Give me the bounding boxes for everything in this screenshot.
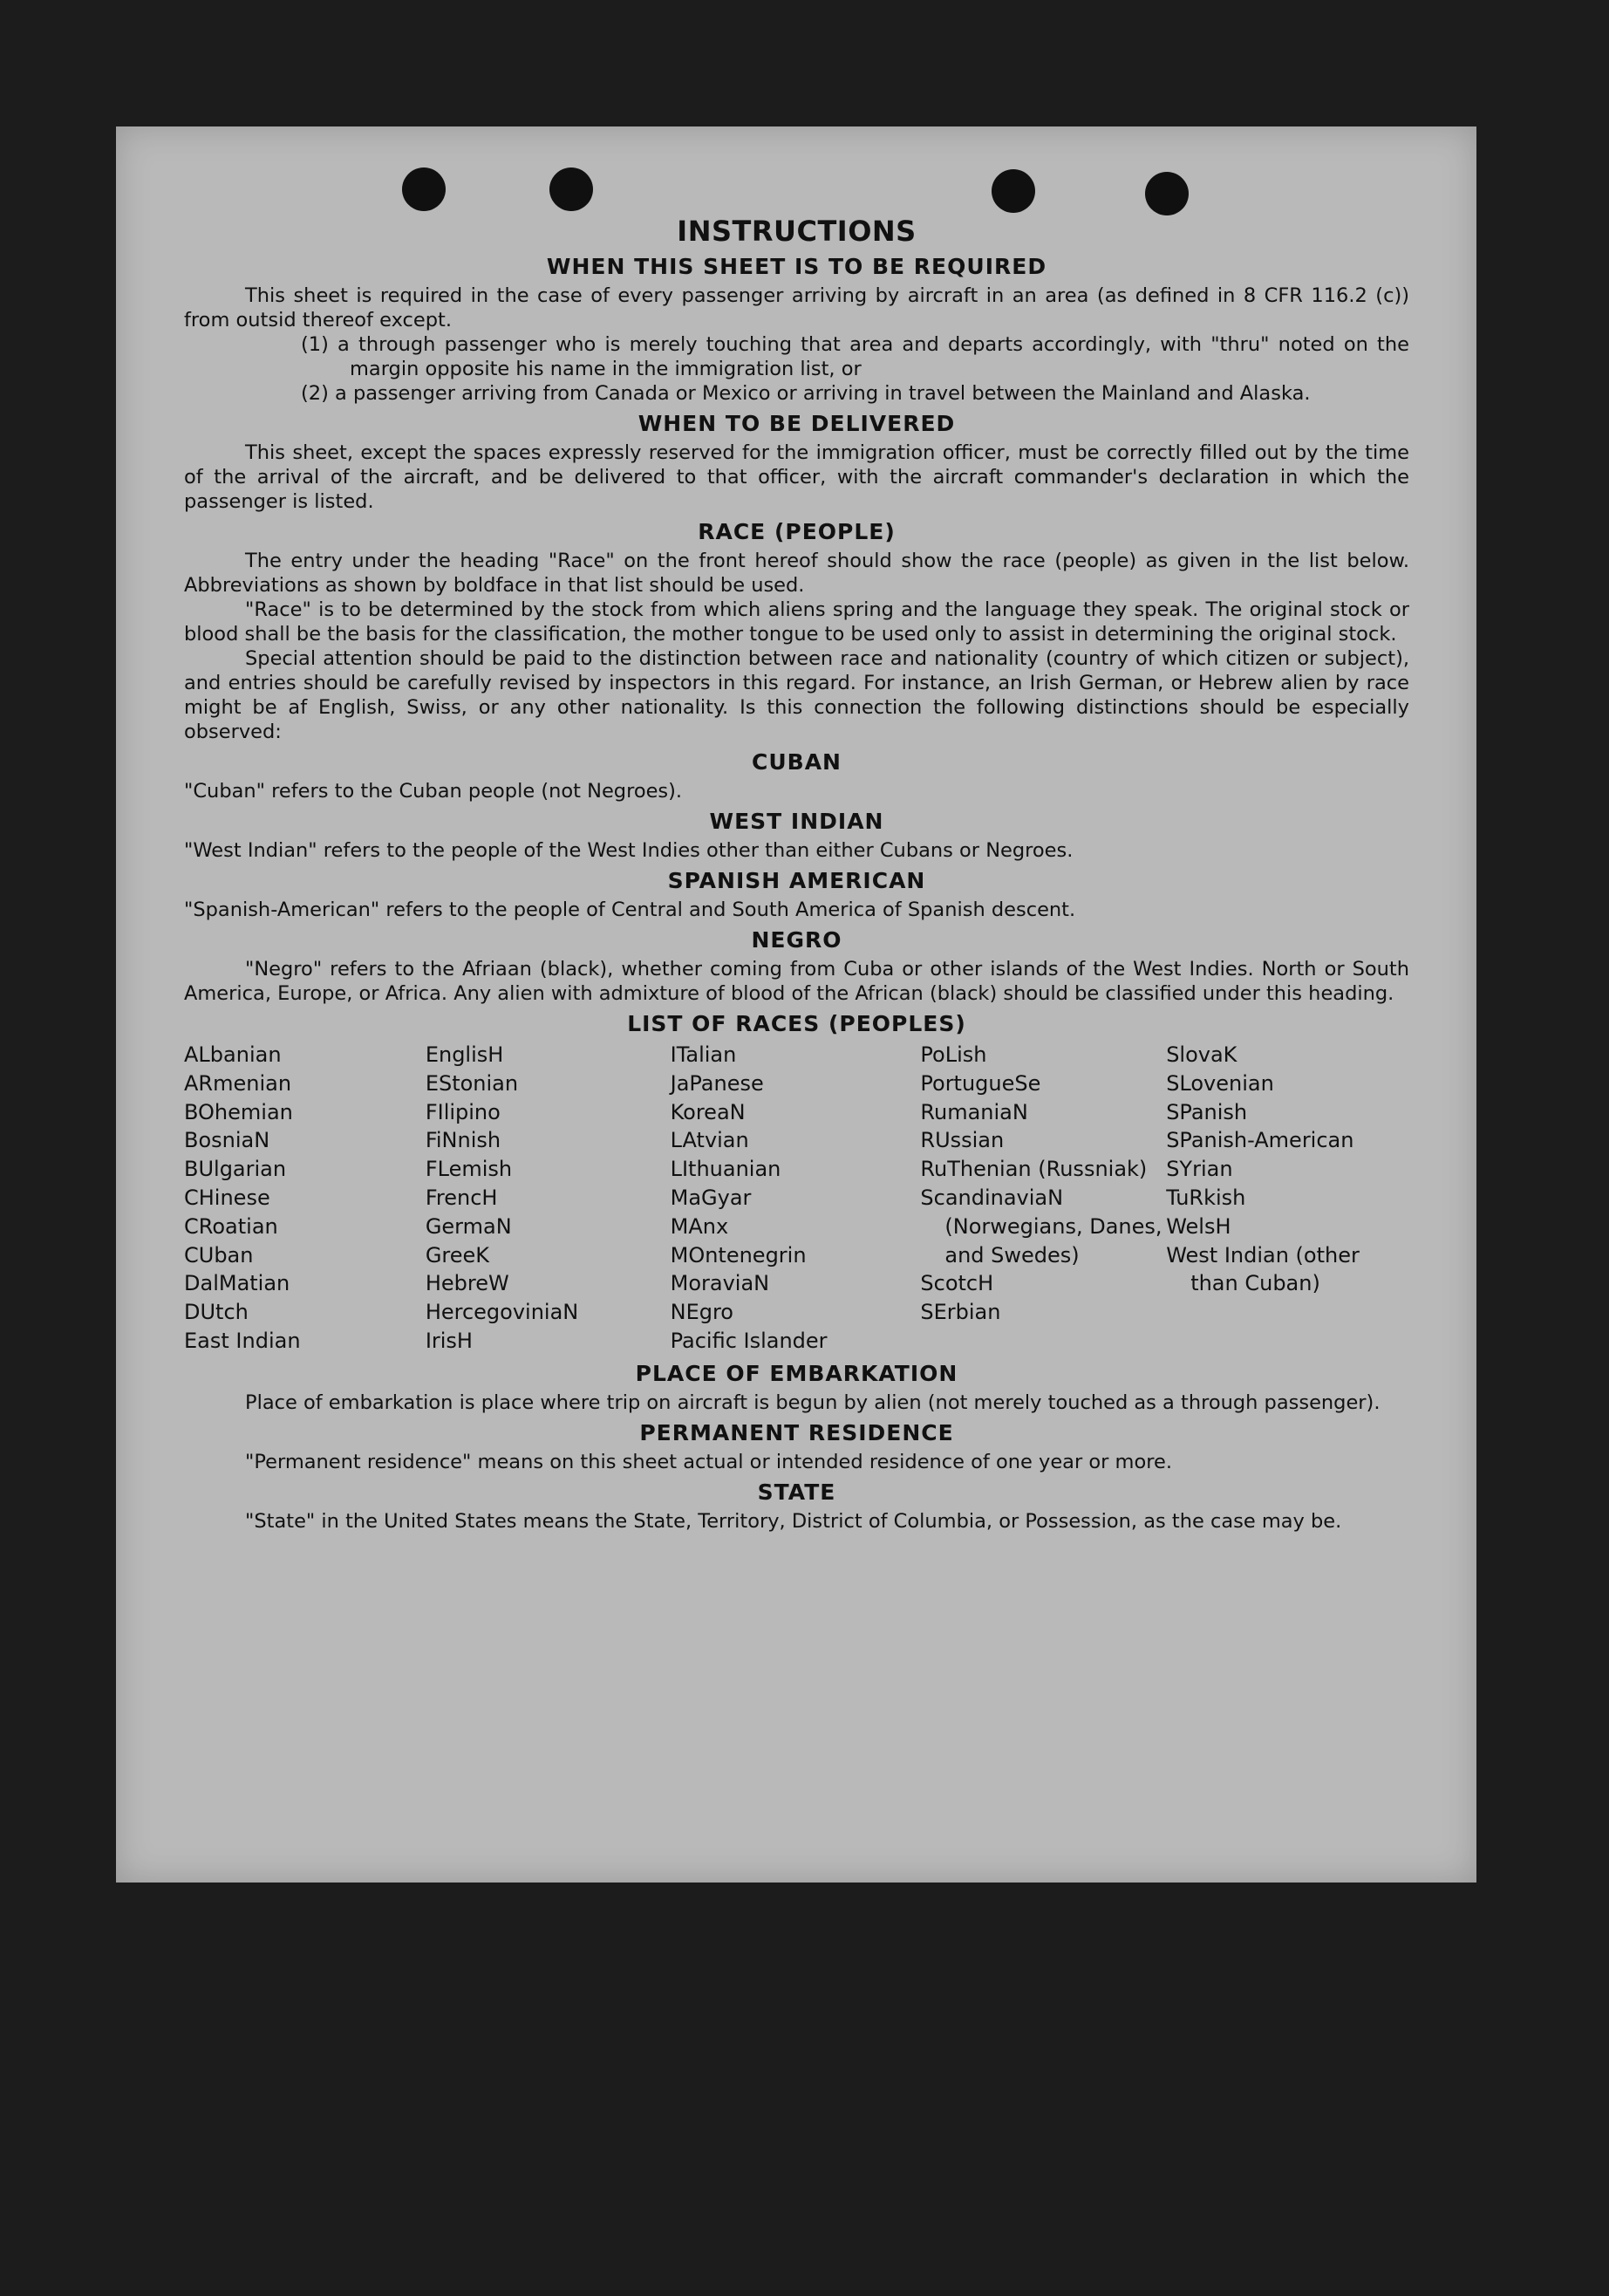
race-item: ALbanian (184, 1042, 282, 1067)
spanish-american-text: "Spanish-American" refers to the people of Central and South America of Spanish descent. (184, 899, 1076, 921)
punch-hole (402, 167, 446, 211)
race-item: JaPanese (670, 1070, 764, 1096)
race-item: ITalian (670, 1042, 737, 1067)
race-item: SErbian (920, 1300, 1001, 1325)
embarkation-text: Place of embarkation is place where trip on aircraft is begun by alien (not merely touched as a through passenger). (245, 1391, 1381, 1414)
race-item: PoLish (920, 1042, 987, 1067)
race-item: BOhemian (184, 1099, 293, 1124)
race-item: West Indian (other than Cuban) (1166, 1242, 1360, 1296)
cuban-text: "Cuban" refers to the Cuban people (not Negroes). (184, 780, 683, 803)
punch-hole (992, 169, 1035, 213)
race-item: EStonian (425, 1070, 519, 1096)
race-item: HebreW (425, 1271, 509, 1296)
required-text: This sheet is required in the case of every passenger arriving by aircraft in an area (as defined in 8 CFR 116.2 (c)) from outsid thereof except. (184, 284, 1409, 331)
race-item: WelsH (1166, 1213, 1231, 1239)
race-item: CRoatian (184, 1213, 278, 1239)
page-title: INSTRUCTIONS (677, 215, 917, 248)
race-item: MAnx (670, 1213, 729, 1239)
race-item: FLemish (425, 1157, 513, 1182)
races-column (920, 1041, 1166, 1356)
section-heading-residence: PERMANENT RESIDENCE (639, 1419, 954, 1445)
section-heading-state: STATE (757, 1479, 836, 1505)
race-item: EnglisH (425, 1042, 504, 1067)
section-heading-list-of-races: LIST OF RACES (PEOPLES) (627, 1011, 966, 1036)
section-heading-west-indian: WEST INDIAN (709, 809, 884, 834)
race-item: FiNnish (425, 1128, 501, 1153)
race-item: DalMatian (184, 1271, 290, 1296)
race-item: SPanish (1166, 1099, 1248, 1124)
race-item: CHinese (184, 1185, 270, 1210)
race-item: RUssian (920, 1128, 1005, 1153)
race-item: East Indian (184, 1328, 301, 1353)
section-heading-negro: NEGRO (751, 927, 842, 953)
required-item: (1) a through passenger who is merely touching that area and departs accordingly, with "thru" noted on the margin opposite his name in the immigration list, or (301, 333, 1409, 380)
race-item: CUban (184, 1242, 254, 1268)
section-heading-race: RACE (PEOPLE) (698, 519, 896, 544)
race-item: GermaN (425, 1213, 512, 1239)
race-item: LAtvian (670, 1128, 749, 1153)
section-heading-embarkation: PLACE OF EMBARKATION (635, 1360, 958, 1386)
race-item: ScotcH (920, 1271, 994, 1296)
race-item: KoreaN (670, 1099, 746, 1124)
race-item: SlovaK (1166, 1042, 1237, 1067)
west-indian-text: "West Indian" refers to the people of the West Indies other than either Cubans or Negroes. (184, 839, 1074, 862)
race-item: MaGyar (670, 1185, 752, 1210)
race-item: ARmenian (184, 1070, 292, 1096)
required-item: (2) a passenger arriving from Canada or Mexico or arriving in travel between the Mainland and Alaska. (301, 382, 1311, 405)
race-item: LIthuanian (670, 1157, 781, 1182)
race-item: MoraviaN (670, 1271, 770, 1296)
race-item: NEgro (670, 1300, 733, 1325)
race-paragraph: Special attention should be paid to the distinction between race and nationality (country of which citizen or subject), and entries should be carefully revised by inspectors in this regard. For instance, an Irish German, or Hebrew alien by race might be af English, Swiss, or any other nationality. Is this connection the following distinctions should be especially observed: (184, 647, 1409, 743)
race-item: HercegoviniaN (425, 1300, 579, 1325)
races-column (184, 1041, 426, 1356)
section-heading-required: WHEN THIS SHEET IS TO BE REQUIRED (546, 254, 1047, 279)
state-text: "State" in the United States means the State, Territory, District of Columbia, or Possession, as the case may be. (245, 1509, 1342, 1533)
race-item: BosniaN (184, 1128, 270, 1153)
punch-hole (549, 167, 593, 211)
negro-text: "Negro" refers to the Afriaan (black), whether coming from Cuba or other islands of the West Indies. North or South America, Europe, or Africa. Any alien with admixture of blood of the African (black) should be classified under this heading. (184, 958, 1409, 1005)
delivered-text: This sheet, except the spaces expressly reserved for the immigration officer, must be correctly filled out by the time of the arrival of the aircraft, and be delivered to that officer, with the aircraft commander's declaration in which the passenger is listed. (184, 441, 1409, 513)
races-column (671, 1041, 921, 1356)
race-item: FIlipino (425, 1099, 501, 1124)
race-item: MOntenegrin (670, 1242, 807, 1268)
race-item: TuRkish (1166, 1185, 1246, 1210)
race-item: PortugueSe (920, 1070, 1041, 1096)
races-list (184, 1041, 1409, 1356)
races-column (426, 1041, 671, 1356)
section-heading-spanish-american: SPANISH AMERICAN (667, 868, 926, 893)
race-item: SPanish-American (1166, 1128, 1354, 1153)
instructions-content (184, 214, 1409, 1534)
section-heading-delivered: WHEN TO BE DELIVERED (637, 411, 956, 436)
races-column (1166, 1041, 1409, 1356)
race-item: ScandinaviaN (Norwegians, Danes, and Swedes) (920, 1185, 1162, 1268)
race-item: RumaniaN (920, 1099, 1028, 1124)
race-item: FrencH (425, 1185, 498, 1210)
race-paragraph: "Race" is to be determined by the stock from which aliens spring and the language they speak. The original stock or blood shall be the basis for the classification, the mother tongue to be used only to assist in determining the original stock. (184, 598, 1409, 646)
race-item: GreeK (425, 1242, 490, 1268)
race-item: Pacific Islander (670, 1328, 828, 1353)
race-item: SYrian (1166, 1157, 1233, 1182)
document-page (116, 126, 1476, 1883)
punch-hole (1145, 172, 1189, 215)
race-item: DUtch (184, 1300, 249, 1325)
race-item: SLovenian (1166, 1070, 1274, 1096)
race-item: BUlgarian (184, 1157, 287, 1182)
race-item: RuThenian (Russniak) (920, 1157, 1148, 1182)
race-paragraph: The entry under the heading "Race" on the front hereof should show the race (people) as given in the list below. Abbreviations as shown by boldface in that list should be used. (184, 550, 1409, 597)
section-heading-cuban: CUBAN (752, 749, 842, 775)
residence-text: "Permanent residence" means on this sheet actual or intended residence of one year or more. (245, 1450, 1172, 1473)
race-item: IrisH (425, 1328, 473, 1353)
